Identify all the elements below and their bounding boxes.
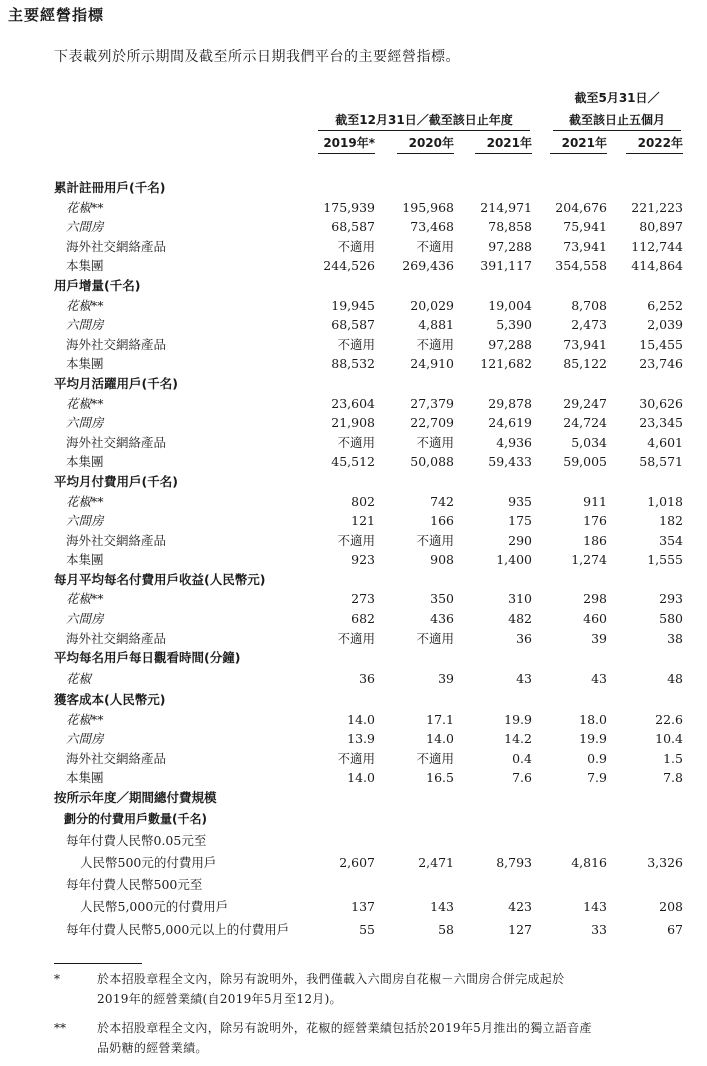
footnote-line: 2019年的經營業績(自2019年5月至12月)。 xyxy=(97,992,342,1006)
row-label: 海外社交網絡產品 xyxy=(66,238,167,254)
table-row xyxy=(0,452,707,472)
table-cell: 48 xyxy=(667,670,683,686)
table-cell: 182 xyxy=(659,513,683,529)
table-cell: 38 xyxy=(667,630,683,646)
table-cell: 14.0 xyxy=(347,770,375,786)
table-cell: 24,724 xyxy=(563,415,607,431)
table-row xyxy=(0,237,707,257)
table-cell: 68,587 xyxy=(331,219,375,235)
table-cell: 55 xyxy=(359,921,375,937)
table-cell: 不適用 xyxy=(337,434,375,450)
row-label: 人民幣5,000元的付費用戶 xyxy=(80,899,229,915)
row-label: 花椒** xyxy=(66,395,104,411)
section-label: 獲客成本(人民幣元) xyxy=(54,692,166,708)
table-cell: 221,223 xyxy=(631,199,683,215)
table-cell: 112,744 xyxy=(631,238,683,254)
table-cell: 20,029 xyxy=(410,297,454,313)
row-label: 花椒** xyxy=(66,591,104,607)
table-cell: 22.6 xyxy=(655,711,683,727)
header-group-interim-rule xyxy=(553,130,681,131)
table-cell: 1,555 xyxy=(647,552,683,568)
table-row xyxy=(0,729,707,749)
table-cell: 269,436 xyxy=(402,258,454,274)
table-row xyxy=(0,609,707,629)
table-cell: 22,709 xyxy=(410,415,454,431)
table-cell: 不適用 xyxy=(337,336,375,352)
table-row xyxy=(0,710,707,730)
header-group-interim-line1: 截至5月31日／ xyxy=(574,91,660,105)
table-cell: 45,512 xyxy=(331,454,375,470)
table-cell: 310 xyxy=(508,591,532,607)
table-cell: 682 xyxy=(351,611,375,627)
table-cell: 24,910 xyxy=(410,356,454,372)
table-cell: 78,858 xyxy=(488,219,532,235)
table-cell: 36 xyxy=(516,630,532,646)
section-label: 平均月活躍用戶(千名) xyxy=(54,375,178,391)
table-cell: 350 xyxy=(430,591,454,607)
table-cell: 不適用 xyxy=(416,630,454,646)
table-cell: 8,793 xyxy=(496,854,532,870)
table-cell: 58 xyxy=(438,921,454,937)
year-rule xyxy=(475,153,532,154)
row-label: 花椒** xyxy=(66,711,104,727)
table-cell: 298 xyxy=(583,591,607,607)
header-group-annual-rule xyxy=(318,130,530,131)
year-rule xyxy=(626,153,683,154)
table-row xyxy=(0,768,707,788)
row-label: 六間房 xyxy=(66,731,104,747)
table-cell: 3,326 xyxy=(647,854,683,870)
row-label: 六間房 xyxy=(66,317,104,333)
table-row xyxy=(0,217,707,237)
table-cell: 不適用 xyxy=(416,434,454,450)
table-cell: 不適用 xyxy=(337,750,375,766)
table-cell: 43 xyxy=(516,670,532,686)
table-row xyxy=(0,550,707,570)
year-header: 2021年 xyxy=(561,136,607,150)
table-cell: 24,619 xyxy=(488,415,532,431)
table-cell: 不適用 xyxy=(416,336,454,352)
table-cell: 414,864 xyxy=(631,258,683,274)
table-row xyxy=(0,830,707,852)
table-cell: 88,532 xyxy=(331,356,375,372)
footnote-text xyxy=(97,1018,687,1058)
table-cell: 290 xyxy=(508,532,532,548)
table-cell: 2,471 xyxy=(418,854,454,870)
footnote-line: 品奶糖的經營業績。 xyxy=(97,1041,208,1055)
table-cell: 1,400 xyxy=(496,552,532,568)
table-cell: 67 xyxy=(667,921,683,937)
table-row xyxy=(0,296,707,316)
table-row xyxy=(0,394,707,414)
table-cell: 143 xyxy=(583,899,607,915)
header-group-annual: 截至12月31日／截至該日止年度 xyxy=(335,113,513,127)
table-cell: 75,941 xyxy=(563,219,607,235)
year-header: 2019年* xyxy=(323,136,375,150)
row-label: 海外社交網絡產品 xyxy=(66,630,167,646)
footnote-line: 於本招股章程全文內，除另有說明外，我們僅載入六間房自花椒－六間房合併完成起於 xyxy=(97,972,565,986)
table-cell: 14.0 xyxy=(426,731,454,747)
table-cell: 19,945 xyxy=(331,297,375,313)
section-row xyxy=(0,788,707,808)
table-cell: 80,897 xyxy=(639,219,683,235)
table-cell: 436 xyxy=(430,611,454,627)
section-row xyxy=(0,178,707,198)
intro-text: 下表載列於所示期間及截至所示日期我們平台的主要經營指標。 xyxy=(54,49,460,65)
table-cell: 2,473 xyxy=(571,317,607,333)
table-cell: 7.8 xyxy=(663,770,683,786)
table-cell: 13.9 xyxy=(347,731,375,747)
year-header: 2021年 xyxy=(486,136,532,150)
row-label: 花椒** xyxy=(66,199,104,215)
row-label: 海外社交網絡產品 xyxy=(66,336,167,352)
table-cell: 186 xyxy=(583,532,607,548)
row-label: 六間房 xyxy=(66,611,104,627)
table-cell: 不適用 xyxy=(337,238,375,254)
table-cell: 580 xyxy=(659,611,683,627)
row-label: 本集團 xyxy=(66,356,104,372)
table-cell: 166 xyxy=(430,513,454,529)
table-cell: 143 xyxy=(430,899,454,915)
table-cell: 423 xyxy=(508,899,532,915)
table-cell: 19.9 xyxy=(579,731,607,747)
section-row xyxy=(0,472,707,492)
table-cell: 5,390 xyxy=(496,317,532,333)
row-label: 六間房 xyxy=(66,415,104,431)
table-cell: 19.9 xyxy=(504,711,532,727)
row-label: 海外社交網絡產品 xyxy=(66,532,167,548)
row-label: 海外社交網絡產品 xyxy=(66,750,167,766)
row-label: 海外社交網絡產品 xyxy=(66,434,167,450)
table-cell: 68,587 xyxy=(331,317,375,333)
table-row xyxy=(0,492,707,512)
table-cell: 18.0 xyxy=(579,711,607,727)
row-label: 花椒 xyxy=(66,670,92,686)
year-header: 2022年 xyxy=(637,136,683,150)
header-group-interim-line2: 截至該日止五個月 xyxy=(568,113,665,127)
table-cell: 2,607 xyxy=(339,854,375,870)
table-cell: 73,941 xyxy=(563,336,607,352)
footnote-line: 於本招股章程全文內，除另有說明外，花椒的經營業績包括於2019年5月推出的獨立語音產 xyxy=(97,1021,592,1035)
row-label: 每年付費人民幣500元至 xyxy=(66,877,203,893)
table-row xyxy=(0,896,707,918)
table-cell: 7.9 xyxy=(587,770,607,786)
section-label: 累計註冊用戶(千名) xyxy=(54,180,166,195)
table-cell: 4,816 xyxy=(571,854,607,870)
table-cell: 4,881 xyxy=(418,317,454,333)
table-row xyxy=(0,256,707,276)
row-label: 六間房 xyxy=(66,513,104,529)
table-row xyxy=(0,874,707,896)
table-cell: 85,122 xyxy=(563,356,607,372)
table-cell: 39 xyxy=(591,630,607,646)
table-cell: 1,274 xyxy=(571,552,607,568)
table-cell: 7.6 xyxy=(512,770,532,786)
table-cell: 4,936 xyxy=(496,434,532,450)
table-cell: 935 xyxy=(508,493,532,509)
footnote-divider xyxy=(54,963,142,964)
section-row xyxy=(0,570,707,590)
footnote-mark: ** xyxy=(54,1021,66,1035)
table-cell: 214,971 xyxy=(480,199,532,215)
table-cell: 不適用 xyxy=(416,238,454,254)
year-rule xyxy=(397,153,454,154)
table-cell: 244,526 xyxy=(323,258,375,274)
table-row xyxy=(0,668,707,690)
table-cell: 21,908 xyxy=(331,415,375,431)
section-label: 平均每名用戶每日觀看時間(分鐘) xyxy=(54,650,241,666)
section-row xyxy=(0,374,707,394)
table-cell: 121 xyxy=(351,513,375,529)
table-cell: 195,968 xyxy=(402,199,454,215)
table-cell: 802 xyxy=(351,493,375,509)
table-cell: 27,379 xyxy=(410,395,454,411)
table-cell: 273 xyxy=(351,591,375,607)
table-cell: 97,288 xyxy=(488,336,532,352)
table-cell: 176 xyxy=(583,513,607,529)
table-cell: 39 xyxy=(438,670,454,686)
table-cell: 293 xyxy=(659,591,683,607)
table-cell: 73,941 xyxy=(563,238,607,254)
table-cell: 0.9 xyxy=(587,750,607,766)
table-cell: 6,252 xyxy=(647,297,683,313)
table-cell: 97,288 xyxy=(488,238,532,254)
table-cell: 23,345 xyxy=(639,415,683,431)
page-title: 主要經營指標 xyxy=(8,6,105,24)
table-cell: 121,682 xyxy=(480,356,532,372)
table-cell: 460 xyxy=(583,611,607,627)
table-cell: 33 xyxy=(591,921,607,937)
table-row xyxy=(0,198,707,218)
row-label: 每年付費人民幣0.05元至 xyxy=(66,832,207,848)
table-cell: 不適用 xyxy=(416,750,454,766)
table-row xyxy=(0,433,707,453)
table-row xyxy=(0,629,707,649)
section-row xyxy=(0,648,707,668)
row-label: 本集團 xyxy=(66,770,104,786)
table-cell: 14.0 xyxy=(347,711,375,727)
year-rule xyxy=(318,153,375,154)
table-cell: 29,878 xyxy=(488,395,532,411)
table-cell: 2,039 xyxy=(647,317,683,333)
footnote-mark: * xyxy=(54,972,60,986)
table-cell: 10.4 xyxy=(655,731,683,747)
table-cell: 482 xyxy=(508,611,532,627)
table-cell: 不適用 xyxy=(416,532,454,548)
section-row xyxy=(0,808,707,830)
table-cell: 73,468 xyxy=(410,219,454,235)
table-cell: 204,676 xyxy=(555,199,607,215)
table-cell: 175 xyxy=(508,513,532,529)
section-label: 平均月付費用戶(千名) xyxy=(54,473,178,489)
table-cell: 5,034 xyxy=(571,434,607,450)
table-cell: 8,708 xyxy=(571,297,607,313)
row-label: 人民幣500元的付費用戶 xyxy=(80,854,217,870)
section-label: 每月平均每名付費用戶收益(人民幣元) xyxy=(54,571,266,587)
table-cell: 0.4 xyxy=(512,750,532,766)
section-row xyxy=(0,690,707,710)
footnote-text xyxy=(97,969,687,1009)
table-row xyxy=(0,354,707,374)
section-label: 用戶增量(千名) xyxy=(54,277,141,293)
section-label: 按所示年度／期間總付費規模 xyxy=(54,790,217,805)
table-cell: 不適用 xyxy=(337,630,375,646)
table-cell: 4,601 xyxy=(647,434,683,450)
table-row xyxy=(0,511,707,531)
table-cell: 36 xyxy=(359,670,375,686)
table-cell: 50,088 xyxy=(410,454,454,470)
table-row xyxy=(0,852,707,874)
table-cell: 1,018 xyxy=(647,493,683,509)
table-cell: 不適用 xyxy=(337,532,375,548)
table-row xyxy=(0,589,707,609)
row-label: 花椒** xyxy=(66,493,104,509)
table-cell: 59,433 xyxy=(488,454,532,470)
table-cell: 30,626 xyxy=(639,395,683,411)
table-cell: 911 xyxy=(583,493,607,509)
section-row xyxy=(0,276,707,296)
row-label: 本集團 xyxy=(66,258,104,274)
table-cell: 19,004 xyxy=(488,297,532,313)
table-row xyxy=(0,919,707,941)
row-label: 本集團 xyxy=(66,552,104,568)
table-cell: 15,455 xyxy=(639,336,683,352)
table-row xyxy=(0,749,707,769)
row-label: 每年付費人民幣5,000元以上的付費用戶 xyxy=(66,921,290,937)
row-label: 六間房 xyxy=(66,219,104,235)
table-row xyxy=(0,413,707,433)
table-row xyxy=(0,315,707,335)
operating-metrics-table xyxy=(0,178,707,941)
table-cell: 58,571 xyxy=(639,454,683,470)
section-label: 劃分的付費用戶數量(千名) xyxy=(64,811,207,826)
table-row xyxy=(0,531,707,551)
table-cell: 175,939 xyxy=(323,199,375,215)
table-cell: 354,558 xyxy=(555,258,607,274)
year-header: 2020年 xyxy=(408,136,454,150)
year-rule xyxy=(550,153,607,154)
row-label: 本集團 xyxy=(66,454,104,470)
table-cell: 1.5 xyxy=(663,750,683,766)
table-cell: 923 xyxy=(351,552,375,568)
table-cell: 14.2 xyxy=(504,731,532,747)
table-cell: 208 xyxy=(659,899,683,915)
table-cell: 16.5 xyxy=(426,770,454,786)
table-cell: 17.1 xyxy=(426,711,454,727)
table-cell: 23,604 xyxy=(331,395,375,411)
table-cell: 742 xyxy=(430,493,454,509)
table-cell: 908 xyxy=(430,552,454,568)
table-cell: 29,247 xyxy=(563,395,607,411)
table-cell: 59,005 xyxy=(563,454,607,470)
table-cell: 137 xyxy=(351,899,375,915)
table-cell: 391,117 xyxy=(480,258,532,274)
table-cell: 127 xyxy=(508,921,532,937)
table-cell: 23,746 xyxy=(639,356,683,372)
table-row xyxy=(0,335,707,355)
row-label: 花椒** xyxy=(66,297,104,313)
table-cell: 43 xyxy=(591,670,607,686)
table-cell: 354 xyxy=(659,532,683,548)
